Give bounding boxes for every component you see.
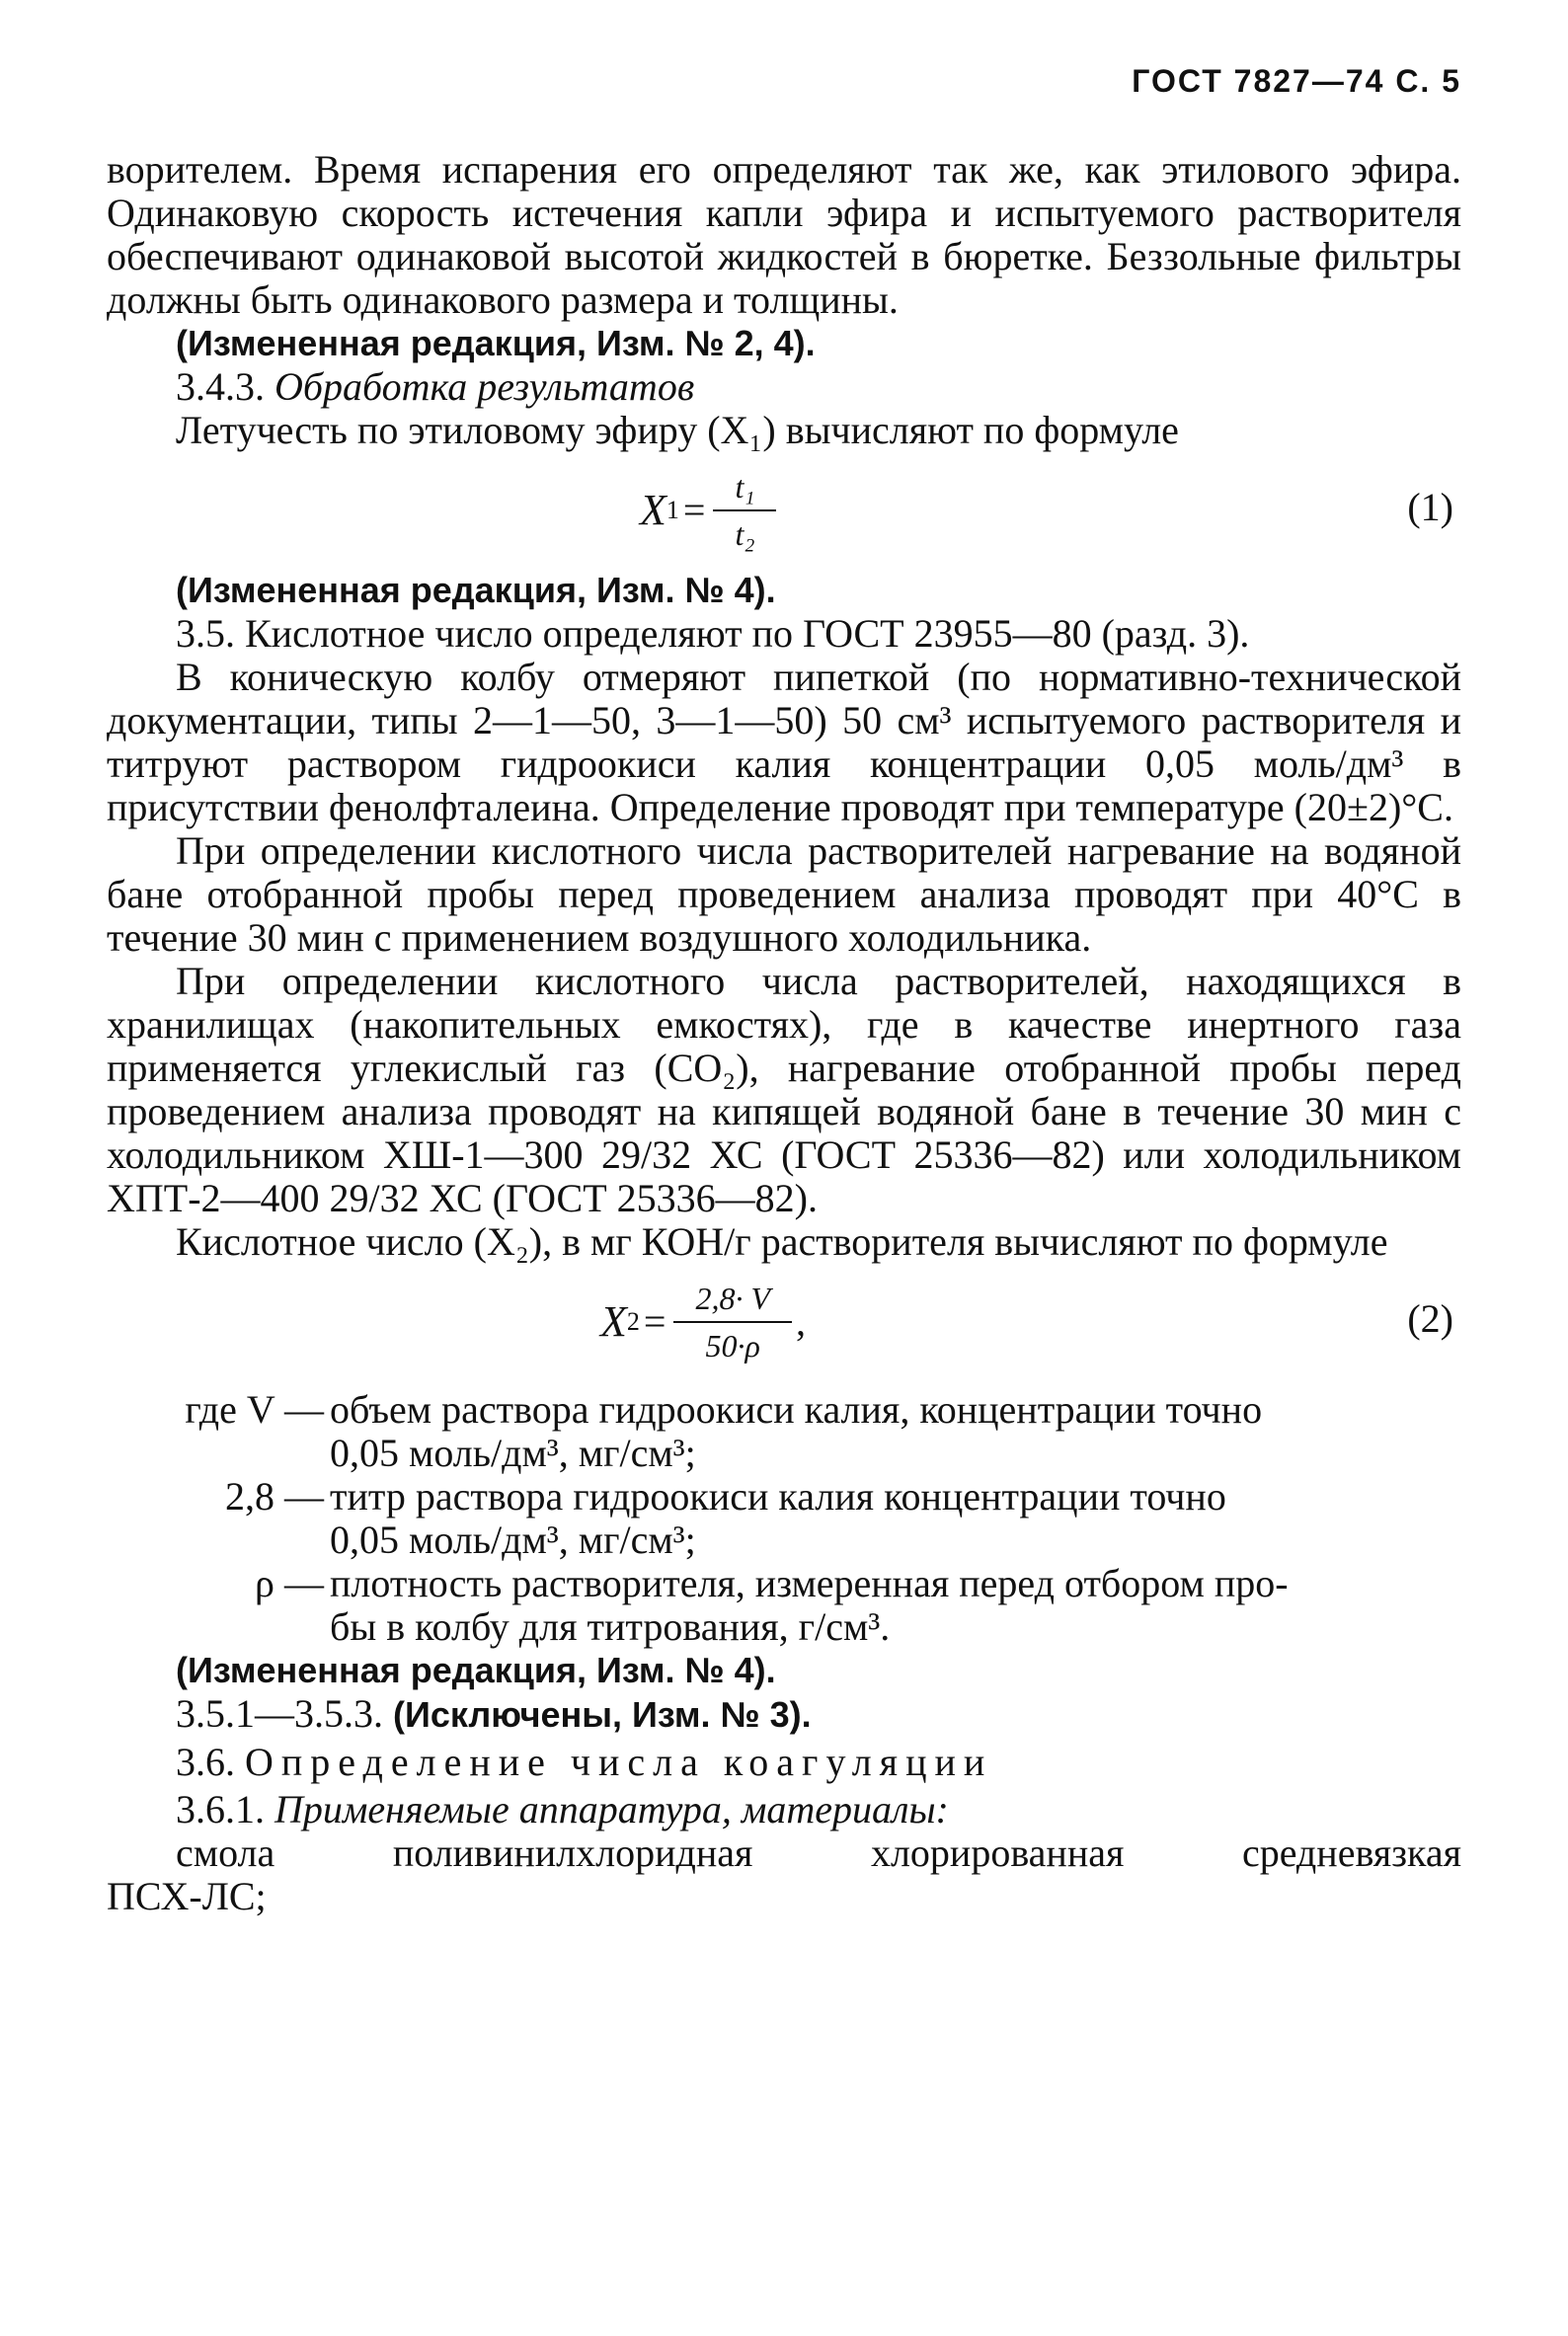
section-number: 3.6.1.: [176, 1787, 265, 1831]
definition-term: ρ —: [255, 1561, 324, 1605]
amendment-note-3: (Измененная редакция, Изм. № 4).: [176, 1650, 776, 1690]
paragraph-heating: При определении кислотного числа растворителей нагревание на водяной бане отобранной пробы перед проведением анализа проводят при 40°С в течение 30 мин с применением воздушного холодильника.: [107, 828, 1461, 960]
section-number: 3.6.: [176, 1740, 235, 1784]
formula-1: [107, 452, 1461, 569]
paragraph-evaporation: ворителем. Время испарения его определяют так же, как этилового эфира. Одинаковую скорость истечения капли эфира и испытуемого растворителя обеспечивают одинаковой высотой жидкостей в бюретке. Беззольные фильтры должны быть одинакового размера и толщины.: [107, 147, 1461, 322]
section-number: 3.4.3.: [176, 364, 265, 409]
resin-word: смола: [176, 1830, 275, 1875]
page-header: ГОСТ 7827—74 С. 5: [1132, 63, 1461, 99]
formula-1-equals: =: [682, 488, 706, 532]
definition-term: где V —: [185, 1387, 324, 1432]
section-title: Применяемые аппаратура, материалы:: [274, 1787, 949, 1831]
definition-text: титр раствора гидроокиси калия концентрации точно: [330, 1474, 1226, 1518]
definitions-list: [107, 1388, 1461, 1649]
definition-continuation: бы в колбу для титрования, г/см³.: [330, 1604, 891, 1649]
amendment-note-2: (Измененная редакция, Изм. № 4).: [176, 570, 776, 610]
section-3-6-heading: [107, 1741, 1461, 1784]
section-title: Обработка результатов: [274, 364, 695, 409]
section-number: 3.5.1—3.5.3.: [176, 1691, 383, 1736]
paragraph-flask-titration: В коническую колбу отмеряют пипеткой (по нормативно-технической документации, типы 2—1—50, 3—1—50) 50 см³ испытуемого растворителя и титруют раствором гидроокиси калия концентрации 0,05 моль/дм³ в присутствии фенолфталеина. Определение проводят при температуре (20±2)°С.: [107, 655, 1461, 829]
paragraph-volatility: Летучесть по этиловому эфиру (X₁) вычисляют по формуле: [176, 408, 1179, 452]
resin-word: хлорированная: [870, 1830, 1125, 1875]
definition-item: [107, 1475, 1461, 1562]
definition-item: [107, 1562, 1461, 1649]
paragraph-storage: При определении кислотного числа растворителей, находящихся в хранилищах (накопительных емкостях), где в качестве инертного газа применяется углекислый газ (СО₂), нагревание отобранной пробы перед проведением анализа проводят на кипящей водяной бане в течение 30 мин с холодильником ХШ-1—300 29/32 ХС (ГОСТ 25336—82) или холодильником ХПТ-2—400 29/32 ХС (ГОСТ 25336—82).: [107, 959, 1461, 1220]
formula-2-numerator: 2,8· V: [673, 1278, 792, 1323]
definition-item: [107, 1388, 1461, 1475]
document-body: [107, 148, 1461, 1918]
definition-text: объем раствора гидроокиси калия, концентрации точно: [330, 1387, 1263, 1432]
amendment-note-1: (Измененная редакция, Изм. № 2, 4).: [176, 323, 816, 363]
resin-word: средневязкая: [1241, 1830, 1461, 1875]
resin-line-continuation: ПСХ-ЛС;: [107, 1874, 267, 1918]
formula-1-fraction: [713, 466, 776, 555]
section-3-6-1-heading: [107, 1788, 1461, 1831]
definition-continuation: 0,05 моль/дм³, мг/см³;: [330, 1518, 696, 1562]
formula-2-equals: =: [643, 1299, 666, 1344]
formula-2-comma: ,: [796, 1299, 806, 1344]
formula-2-fraction: [673, 1278, 792, 1366]
formula-1-variable: X: [640, 486, 666, 534]
formula-1-expression: [640, 452, 776, 569]
formula-2-variable: X: [600, 1297, 627, 1346]
formula-1-denominator: t₂: [735, 516, 755, 552]
formula-2-expression: [600, 1264, 810, 1380]
formula-1-subscript: 1: [666, 496, 679, 524]
definition-term: 2,8 —: [225, 1474, 324, 1518]
formula-1-numerator: t₁: [713, 466, 776, 511]
exclusion-note: (Исключены, Изм. № 3).: [393, 1694, 812, 1735]
formula-2-denominator: 50·ρ: [705, 1328, 760, 1363]
definition-text: плотность растворителя, измеренная перед отбором про-: [330, 1561, 1289, 1605]
definition-continuation: 0,05 моль/дм³, мг/см³;: [330, 1431, 696, 1475]
section-3-5: 3.5. Кислотное число определяют по ГОСТ 23955—80 (разд. 3).: [176, 611, 1250, 656]
resin-word: поливинилхлоридная: [392, 1830, 753, 1875]
section-3-4-3-heading: [107, 365, 1461, 409]
formula-1-number: (1): [1407, 485, 1453, 529]
resin-line: [107, 1831, 1461, 1875]
formula-2: [107, 1264, 1461, 1380]
section-3-5-1-excluded: [107, 1692, 1461, 1737]
formula-2-subscript: 2: [626, 1307, 640, 1336]
formula-2-number: (2): [1407, 1296, 1453, 1341]
paragraph-acid-number: Кислотное число (X₂), в мг КОН/г растворителя вычисляют по формуле: [176, 1219, 1388, 1264]
section-title: Определение числа коагуляции: [245, 1740, 993, 1784]
